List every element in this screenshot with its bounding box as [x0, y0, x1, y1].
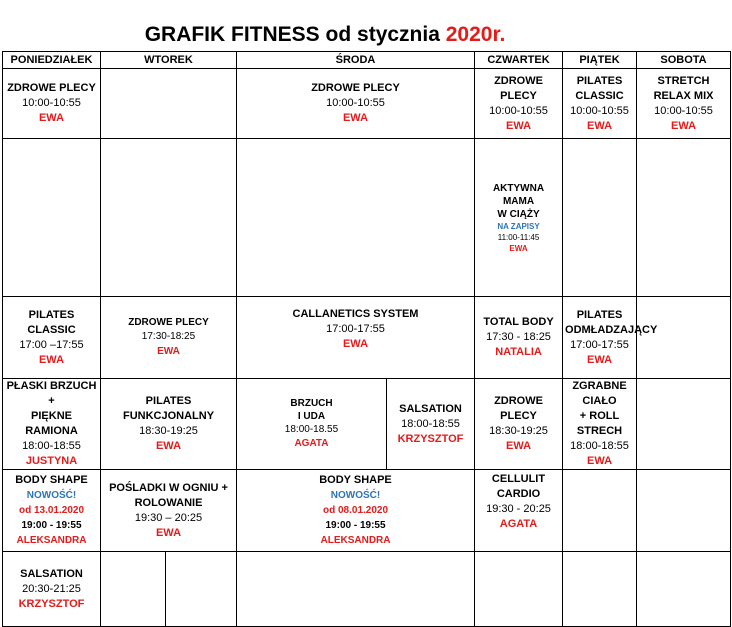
class-trainer: EWA — [38, 353, 65, 366]
empty-cell — [637, 470, 731, 552]
class-trainer: EWA — [38, 112, 65, 124]
class-time: 19:30 – 20:25 — [134, 511, 203, 524]
class-cell — [101, 470, 237, 552]
day-header-sat: SOBOTA — [637, 52, 731, 69]
class-trainer: EWA — [586, 455, 613, 467]
empty-cell — [637, 552, 731, 627]
class-time: 17:00 –17:55 — [19, 338, 84, 351]
class-trainer: NATALIA — [495, 346, 542, 358]
class-time: 18:00-18.55 — [284, 424, 339, 435]
class-cell — [475, 69, 563, 139]
class-name: CARDIO — [496, 488, 541, 500]
class-time: 17:00-17:55 — [326, 323, 385, 335]
class-trainer: EWA — [670, 119, 697, 132]
class-trainer: ALEKSANDRA — [16, 535, 87, 546]
class-trainer: KRZYSZTOF — [18, 597, 85, 610]
empty-cell — [475, 552, 563, 627]
class-name: PILATES CLASSIC — [575, 74, 624, 102]
empty-cell — [637, 379, 731, 470]
class-trainer: EWA — [586, 353, 613, 366]
class-time: 19:30 - 20:25 — [486, 503, 551, 515]
class-trainer: EWA — [342, 112, 369, 124]
class-name: PILATES FUNKCJONALNY — [122, 395, 215, 422]
class-name: + ROLL STRECH — [576, 410, 623, 437]
empty-cell — [563, 470, 637, 552]
class-cell — [101, 379, 237, 470]
class-name: RELAX MIX — [653, 89, 714, 102]
class-cell — [3, 552, 101, 627]
class-cell — [475, 379, 563, 470]
class-time: 18:00-18:55 — [570, 440, 629, 452]
class-time: 19:00 - 19:55 — [21, 520, 82, 531]
class-cell — [101, 297, 237, 379]
class-trainer: EWA — [586, 119, 613, 132]
class-time: 10:00-10:55 — [326, 97, 385, 109]
class-name: ODMŁADZAJĄCY — [565, 323, 658, 336]
schedule-row — [3, 470, 731, 552]
class-name: AKTYWNA MAMA — [492, 182, 545, 207]
class-cell — [237, 470, 475, 552]
start-date: od 08.01.2020 — [322, 505, 389, 516]
class-name: BODY SHAPE — [15, 474, 88, 486]
schedule-row — [3, 297, 731, 379]
page-title — [0, 22, 650, 48]
class-time: 17:30-18:25 — [141, 331, 196, 342]
title-text: GRAFIK FITNESS od stycznia — [144, 23, 446, 46]
new-badge: NOWOŚĆ! — [330, 490, 381, 501]
class-time: 18:30-19:25 — [489, 425, 548, 437]
class-name: CELLULIT — [491, 473, 546, 485]
day-header-mon: PONIEDZIAŁEK — [3, 52, 101, 69]
class-time: 18:00-18:55 — [22, 440, 81, 452]
class-cell — [3, 69, 101, 139]
class-cell — [563, 297, 658, 379]
class-cell — [387, 379, 475, 470]
empty-cell — [101, 139, 237, 297]
class-trainer: ALEKSANDRA — [320, 535, 391, 546]
class-cell — [475, 297, 563, 379]
empty-cell — [637, 139, 731, 297]
signup-note: NA ZAPISY — [497, 221, 540, 231]
class-name: PŁASKI BRZUCH + — [6, 380, 97, 407]
class-name: STRETCH — [657, 74, 710, 87]
class-trainer: AGATA — [499, 518, 538, 530]
class-time: 10:00-10:55 — [22, 97, 81, 109]
class-time: 18:00-18:55 — [401, 417, 460, 430]
class-time: 17:30 - 18:25 — [486, 331, 551, 343]
class-cell — [475, 470, 563, 552]
class-name: ZDROWE PLECY — [494, 74, 543, 102]
class-trainer: EWA — [505, 440, 532, 452]
class-name: SALSATION — [20, 567, 83, 580]
class-name: ROLOWANIE — [134, 496, 203, 509]
schedule-row — [3, 552, 731, 627]
empty-cell — [637, 297, 731, 379]
class-trainer: EWA — [505, 119, 532, 132]
class-trainer: EWA — [157, 346, 180, 357]
class-name: ZDROWE PLECY — [494, 395, 543, 422]
schedule-row — [3, 139, 731, 297]
day-header-fri: PIĄTEK — [563, 52, 637, 69]
class-name: POŚLADKI W OGNIU + — [109, 481, 228, 494]
empty-cell — [3, 139, 101, 297]
class-trainer: EWA — [342, 338, 369, 350]
start-date: od 13.01.2020 — [18, 505, 85, 516]
day-header-thu: CZWARTEK — [475, 52, 563, 69]
title-year: 2020r. — [445, 23, 506, 46]
class-name: BRZUCH — [290, 398, 333, 409]
class-time: 19:00 - 19:55 — [325, 520, 386, 531]
class-trainer: KRZYSZTOF — [397, 432, 464, 445]
class-time: 17:00-17:55 — [570, 338, 629, 351]
class-trainer: JUSTYNA — [25, 455, 78, 467]
empty-cell — [563, 552, 637, 627]
class-name: W CIĄŻY — [497, 208, 540, 220]
class-time: 10:00-10:55 — [489, 104, 548, 117]
day-header-wed: ŚRODA — [237, 52, 475, 69]
class-cell — [3, 470, 101, 552]
class-name: ZDROWE PLECY — [128, 317, 209, 328]
empty-cell — [101, 69, 237, 139]
class-trainer: AGATA — [294, 438, 329, 449]
schedule-row — [3, 69, 731, 139]
class-name: ZDROWE PLECY — [7, 82, 96, 94]
empty-cell — [563, 139, 637, 297]
class-cell — [237, 297, 475, 379]
class-time: 10:00-10:55 — [570, 104, 629, 117]
class-time: 11:00-11:45 — [497, 232, 540, 242]
class-trainer: EWA — [155, 526, 182, 539]
class-name: I UDA — [297, 411, 326, 422]
empty-cell — [237, 139, 475, 297]
class-cell — [3, 297, 101, 379]
class-cell — [237, 69, 475, 139]
class-name: PILATES CLASSIC — [27, 308, 76, 336]
class-time: 20:30-21:25 — [22, 582, 81, 595]
class-time: 10:00-10:55 — [654, 104, 713, 117]
class-trainer: EWA — [155, 440, 182, 452]
class-cell — [563, 379, 637, 470]
class-name: BODY SHAPE — [319, 474, 392, 486]
empty-cell — [166, 552, 237, 627]
day-header-tue: WTOREK — [101, 52, 237, 69]
class-trainer: EWA — [509, 243, 528, 253]
class-name: TOTAL BODY — [483, 316, 554, 328]
schedule-row — [3, 379, 731, 470]
class-name: SALSATION — [399, 402, 462, 415]
class-name: ZGRABNE CIAŁO — [572, 380, 627, 407]
class-name: CALLANETICS SYSTEM — [292, 308, 419, 320]
class-cell — [237, 379, 387, 470]
empty-cell — [101, 552, 166, 627]
class-cell — [563, 69, 637, 139]
class-cell — [637, 69, 731, 139]
class-time: 18:30-19:25 — [139, 425, 198, 437]
header-row — [3, 52, 731, 69]
class-cell — [3, 379, 101, 470]
empty-cell — [237, 552, 475, 627]
new-badge: NOWOŚĆ! — [26, 490, 77, 501]
class-cell — [475, 139, 563, 297]
class-name: PIĘKNE RAMIONA — [25, 410, 78, 437]
schedule-table — [2, 51, 731, 627]
class-name: PILATES — [576, 308, 623, 321]
class-name: ZDROWE PLECY — [311, 82, 400, 94]
